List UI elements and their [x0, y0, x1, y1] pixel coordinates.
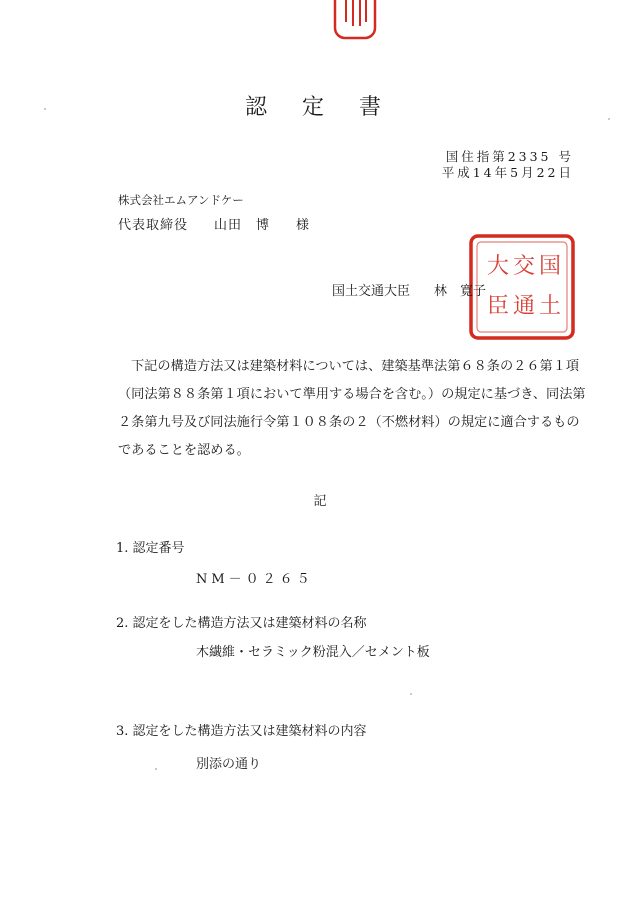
recipient-title: 代表取締役 [118, 218, 189, 233]
issuer-title: 国土交通大臣 [332, 284, 411, 299]
document-title: 認 定 書 [245, 95, 395, 120]
partial-seal-stamp [332, 0, 378, 44]
item-3-value: 別添の通り [196, 757, 262, 772]
recipient-name: 山田 博 [214, 218, 271, 233]
item-3-label: 3. 認定をした構造方法又は建築材料の内容 [116, 724, 367, 739]
issuer-name: 林 寛子 [434, 284, 487, 299]
recipient-line [118, 214, 336, 233]
recipient-honorific: 様 [296, 218, 311, 233]
scan-speck [155, 768, 157, 770]
recipient-company: 株式会社エムアンドケー [118, 193, 244, 207]
body-paragraph: 下記の構造方法又は建築材料については、建築基準法第６８条の２６第１項（同法第８８条第１項において準用する場合を含む。）の規定に基づき、同法第２条第九号及び同法施行令第１０８条の２（不燃材料）の規定に適合するものであることを認める。 [118, 359, 586, 458]
document-number: 国住指第2335 号 [445, 149, 574, 164]
item-2-label: 2. 認定をした構造方法又は建築材料の名称 [116, 616, 367, 631]
seal-char: 通 [512, 294, 536, 319]
scan-speck [410, 693, 412, 695]
item-1-value: NM－０２６５ [196, 572, 314, 587]
seal-char: 大 [486, 254, 510, 279]
seal-char: 交 [512, 254, 536, 279]
document-date: 平成14年5月22日 [441, 165, 574, 180]
issuer-line [332, 280, 486, 299]
scan-speck [44, 108, 46, 110]
item-2-value: 木繊維・セラミック粉混入／セメント板 [196, 645, 430, 660]
item-1-label: 1. 認定番号 [116, 541, 185, 556]
seal-char: 国 [538, 254, 562, 279]
seal-char: 土 [538, 294, 562, 319]
certification-body [118, 353, 588, 465]
seal-char: 臣 [486, 294, 510, 319]
ki-heading: 記 [313, 494, 327, 509]
scan-speck [608, 118, 610, 120]
